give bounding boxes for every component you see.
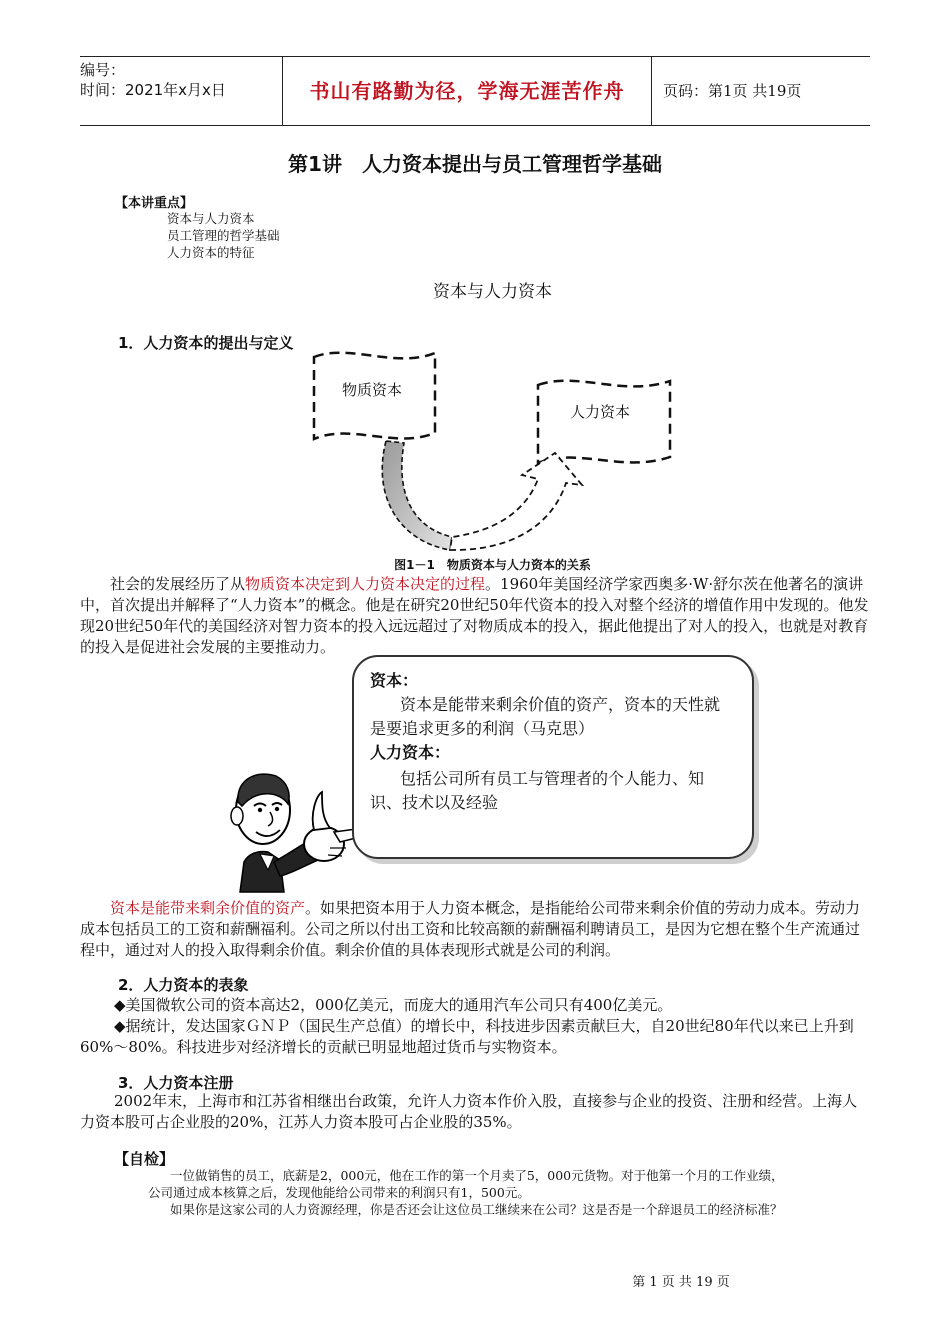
capital-definition: 资本是能带来剩余价值的资产，资本的天性就是要追求更多的利润（马克思） bbox=[370, 695, 721, 738]
section-2-list bbox=[80, 995, 870, 1058]
list-item: ◆美国微软公司的资本高达2，000亿美元，而庞大的通用汽车公司只有400亿美元。 bbox=[114, 996, 673, 1014]
para1-text-start: 社会的发展经历了从 bbox=[110, 575, 246, 593]
document-header bbox=[80, 56, 870, 126]
human-capital-banner bbox=[538, 381, 670, 463]
self-check-question: 如果你是这家公司的人力资源经理，你是否还会让这位员工继续来在公司？这是否是一个辞退员工的经济标准？ bbox=[170, 1202, 783, 1217]
list-item: ◆据统计，发达国家ＧＮＰ（国民生产总值）的增长中，科技进步因素贡献巨大，自20世纪80年代以来已上升到60%～80%。科技进步对经济增长的贡献已明显地超过货币与实物资本。 bbox=[80, 1017, 854, 1056]
number-label: 编号： bbox=[80, 61, 126, 79]
cartoon-presenter-image bbox=[218, 762, 368, 897]
section-3-text: 2002年末，上海市和江苏省相继出台政策，允许人力资本作价入股，直接参与企业的投资、注册和经营。上海人力资本股可占企业股的20%，江苏人力资本股可占企业股的35%。 bbox=[80, 1092, 858, 1131]
arrow-head bbox=[450, 453, 582, 550]
human-capital-label: 人力资本： bbox=[370, 743, 451, 762]
self-check-heading: 【自检】 bbox=[114, 1150, 175, 1168]
section-2-heading: 2．人力资本的表象 bbox=[118, 976, 249, 994]
key-point-item: 员工管理的哲学基础 bbox=[167, 228, 280, 243]
time-label: 时间：2021年x月x日 bbox=[80, 81, 226, 99]
key-points-heading: 【本讲重点】 bbox=[115, 196, 194, 211]
page-info: 页码：第1页 共19页 bbox=[663, 82, 802, 100]
page-footer: 第 1 页 共 19 页 bbox=[632, 1275, 730, 1290]
para1-text-end: 。1960年美国经济学家西奥多·W·舒尔茨在他著名的演讲中，首次提出并解释了“人力资本”的概念。他是在研究20世纪50年代资本的投入对整个经济的增值作用中发现的。他发现20世纪50年代的美国经济对智力资本的投入远远超过了对物质成本的投入，据此他提出了对人的投入，也就是对教育的投入是促进社会发展的主要推动力。 bbox=[80, 575, 869, 656]
figure-label-human: 人力资本 bbox=[570, 403, 631, 421]
figure-label-material: 物质资本 bbox=[342, 381, 403, 399]
paragraph-human-capital-origin bbox=[80, 574, 870, 658]
paragraph-capital-definition bbox=[80, 898, 870, 961]
header-motto-cell bbox=[282, 57, 652, 125]
lecture-title: 第1讲 人力资本提出与员工管理哲学基础 bbox=[288, 152, 662, 176]
self-check-line: 一位做销售的员工，底薪是2，000元，他在工作的第一个月卖了5，000元货物。对于他第一个月的工作业绩， bbox=[170, 1168, 784, 1183]
key-point-item: 资本与人力资本 bbox=[167, 211, 255, 226]
section-title: 资本与人力资本 bbox=[433, 282, 552, 302]
motto: 书山有路勤为径，学海无涯苦作舟 bbox=[309, 79, 625, 103]
human-capital-definition: 包括公司所有员工与管理者的个人能力、知识、技术以及经验 bbox=[370, 769, 705, 812]
self-check-text bbox=[148, 1167, 870, 1218]
header-left bbox=[80, 57, 282, 125]
self-check-line: 公司通过成本核算之后，发现他能给公司带来的利润只有1，500元。 bbox=[148, 1185, 530, 1200]
definition-callout bbox=[352, 655, 754, 859]
key-points-list bbox=[167, 210, 280, 261]
key-point-item: 人力资本的特征 bbox=[167, 245, 255, 260]
section-3-heading: 3．人力资本注册 bbox=[118, 1074, 234, 1092]
para1-highlight: 物质资本决定到人力资本决定的过程 bbox=[245, 575, 486, 593]
para2-highlight: 资本是能带来剩余价值的资产 bbox=[110, 899, 306, 917]
figure-caption: 图1－1 物质资本与人力资本的关系 bbox=[394, 558, 591, 572]
para2-text: 。如果把资本用于人力资本概念，是指能给公司带来剩余价值的劳动力成本。劳动力成本包括员工的工资和薪酬福利。公司之所以付出工资和比较高额的薪酬福利聘请员工，是因为它想在整个生产流通过程中，通过对人的投入取得剩余价值。剩余价值的具体表现形式就是公司的利润。 bbox=[80, 899, 861, 959]
figure-capital-relationship bbox=[300, 345, 680, 555]
capital-label: 资本： bbox=[370, 671, 419, 690]
section-1-heading: 1．人力资本的提出与定义 bbox=[118, 334, 294, 352]
arrow-shaft bbox=[382, 441, 452, 550]
header-right bbox=[651, 57, 870, 125]
